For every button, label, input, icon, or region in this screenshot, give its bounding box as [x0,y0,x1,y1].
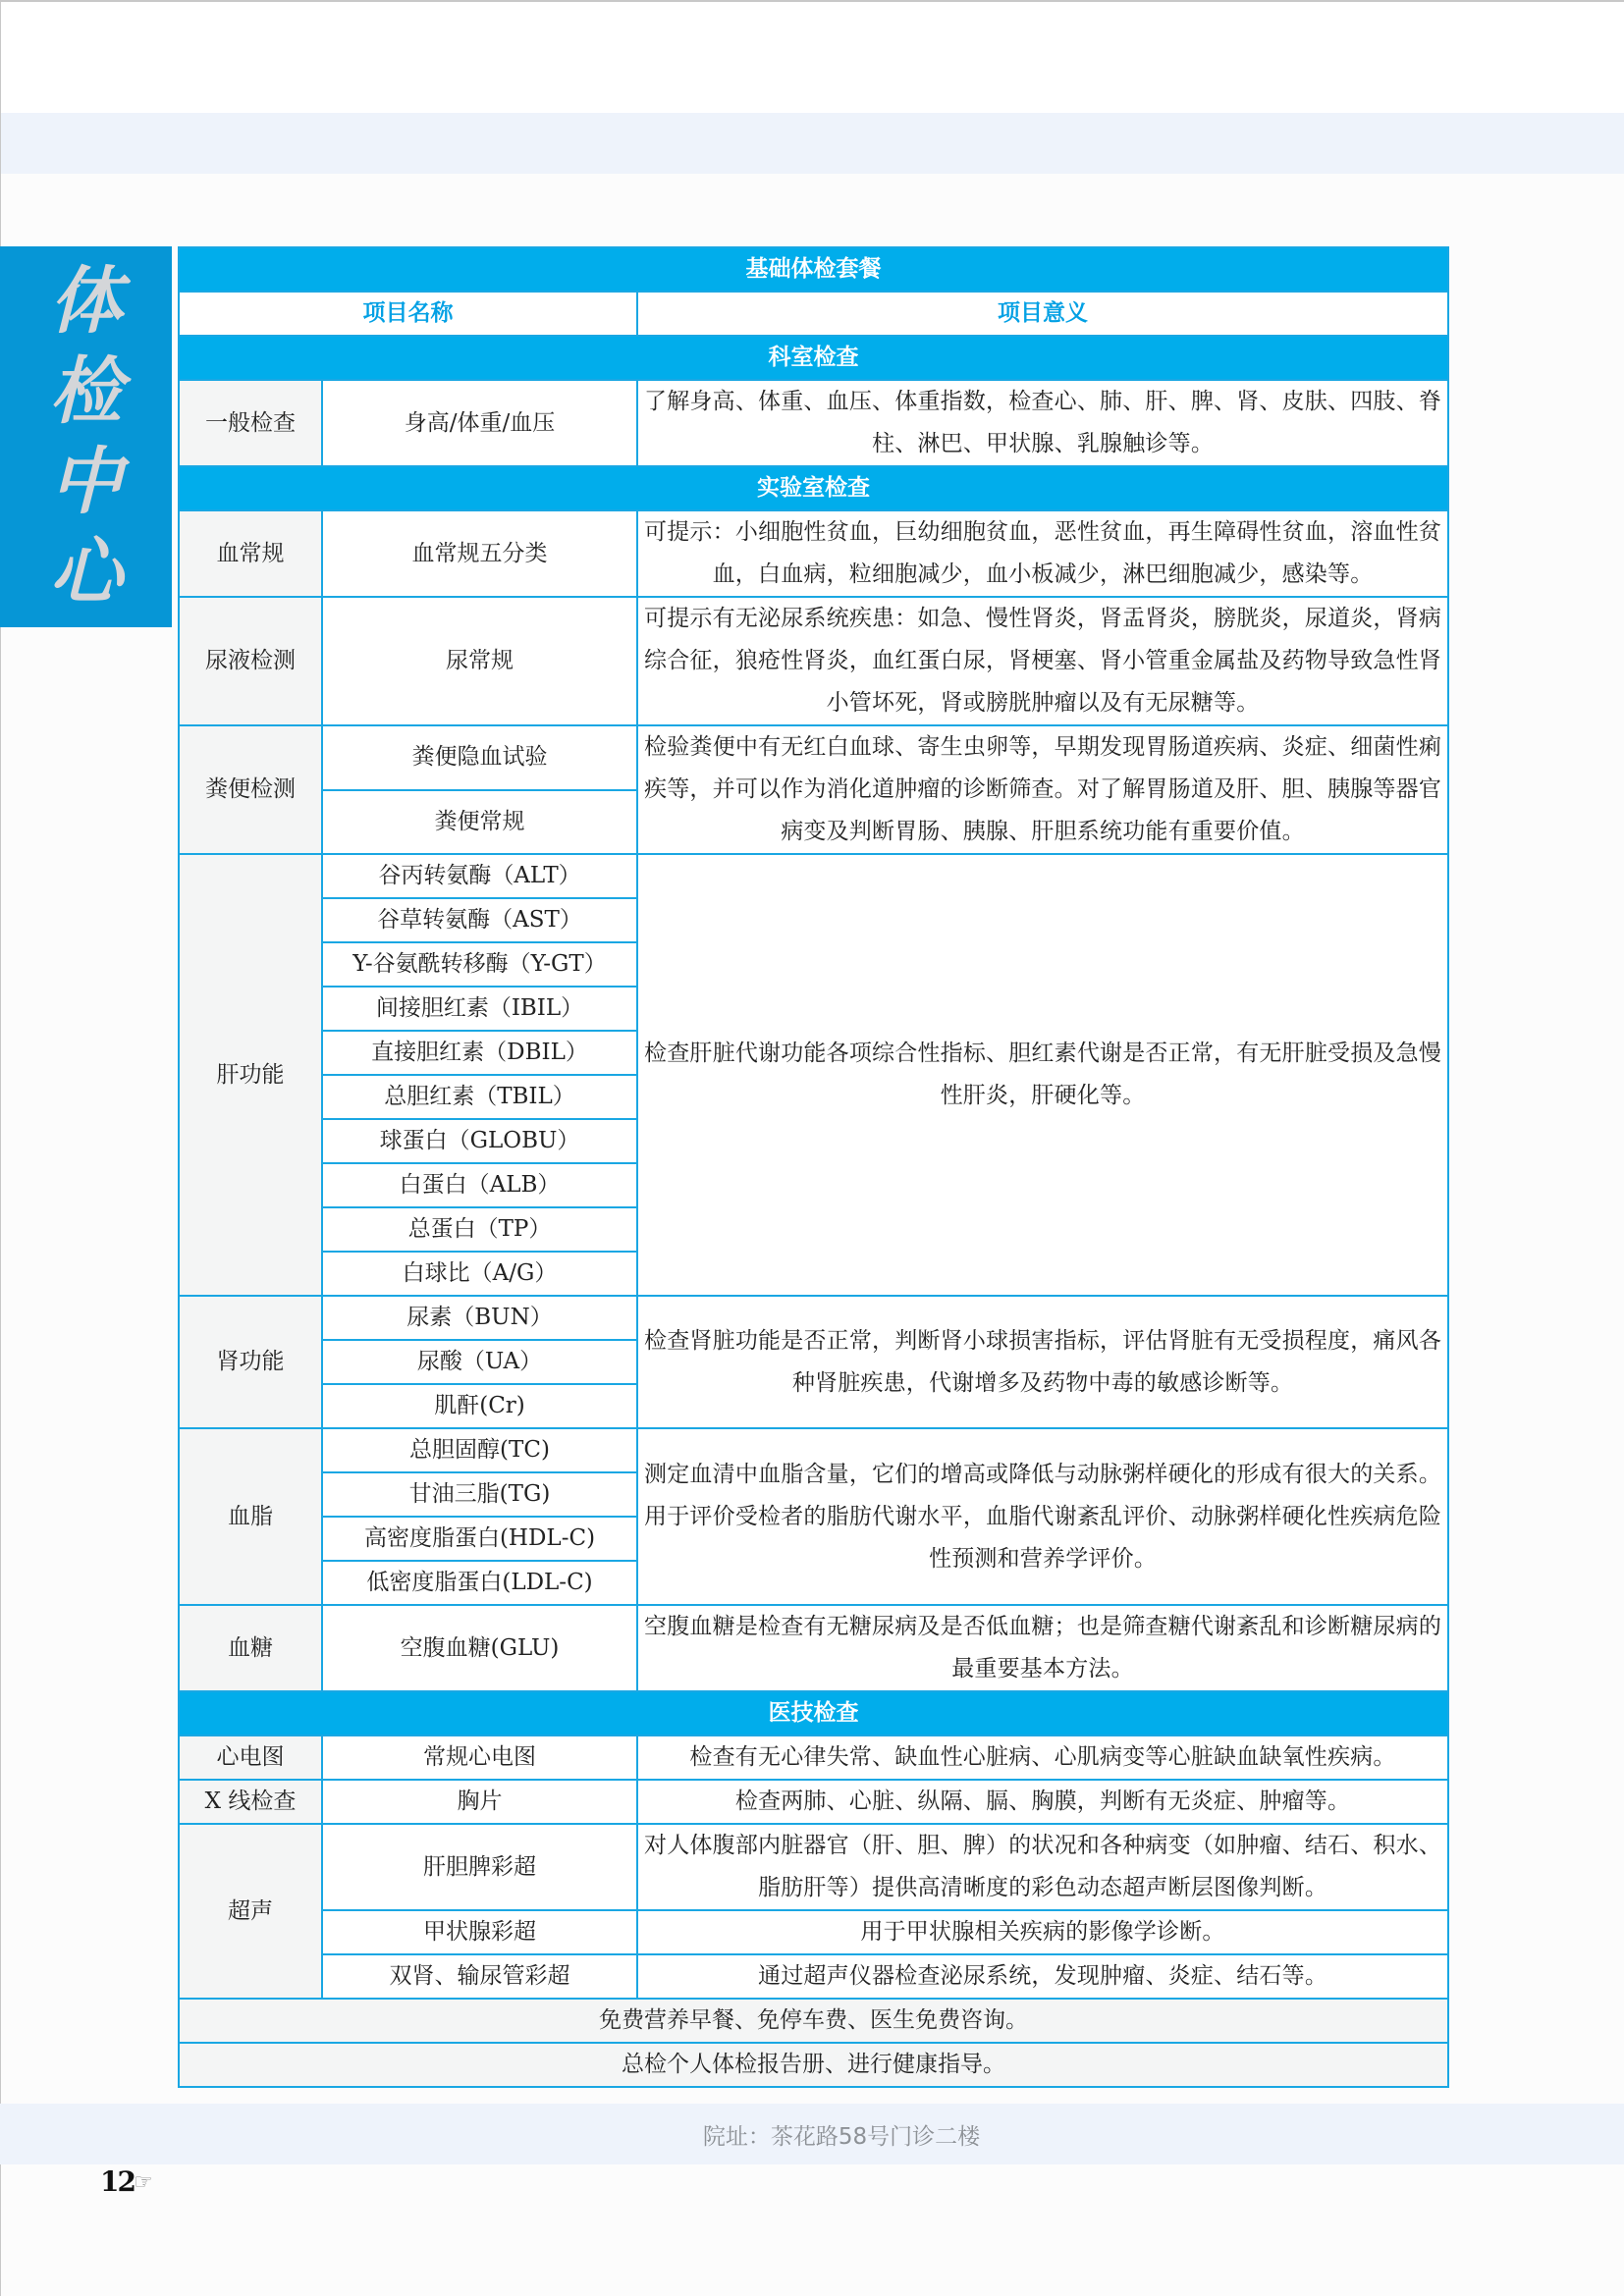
item-cell: 双肾、输尿管彩超 [322,1954,637,1999]
item-cell: 尿酸（UA） [322,1340,637,1384]
item-cell: 白球比（A/G） [322,1252,637,1296]
description-cell: 检验粪便中有无红白血球、寄生虫卵等，早期发现胃肠道疾病、炎症、细菌性痢疾等，并可以作为消化道肿瘤的诊断筛查。对了解胃肠道及肝、胆、胰腺等器官病变及判断胃肠、胰腺、肝胆系统功能有重要价值。 [637,725,1448,854]
side-tab-char: 检 [49,349,123,434]
item-cell: 空腹血糖(GLU) [322,1605,637,1691]
category-cell: X 线检查 [179,1780,322,1824]
section-row [179,336,1448,380]
table-row [179,1428,1448,1472]
item-cell: 总胆固醇(TC) [322,1428,637,1472]
header-band [0,113,1624,174]
section-row [179,1691,1448,1735]
table-row [179,380,1448,466]
header-item-meaning: 项目意义 [637,292,1448,336]
description-cell: 检查两肺、心脏、纵隔、膈、胸膜，判断有无炎症、肿瘤等。 [637,1780,1448,1824]
category-cell: 心电图 [179,1735,322,1780]
item-cell: 身高/体重/血压 [322,380,637,466]
benefit-row: 总检个人体检报告册、进行健康指导。 [179,2043,1448,2087]
item-cell: 间接胆红素（IBIL） [322,987,637,1031]
description-cell: 空腹血糖是检查有无糖尿病及是否低血糖；也是筛查糖代谢紊乱和诊断糖尿病的最重要基本方法。 [637,1605,1448,1691]
table-row [179,510,1448,597]
item-cell: 肌酐(Cr) [322,1384,637,1428]
category-cell: 血常规 [179,510,322,597]
item-cell: 谷草转氨酶（AST） [322,898,637,942]
table-row [179,725,1448,790]
description-cell: 通过超声仪器检查泌尿系统，发现肿瘤、炎症、结石等。 [637,1954,1448,1999]
table-row [179,854,1448,898]
description-cell: 测定血清中血脂含量，它们的增高或降低与动脉粥样硬化的形成有很大的关系。用于评价受检者的脂肪代谢水平，血脂代谢紊乱评价、动脉粥样硬化性疾病危险性预测和营养学评价。 [637,1428,1448,1605]
category-cell: 血糖 [179,1605,322,1691]
side-tab-char: 心 [49,530,123,614]
item-cell: 谷丙转氨酶（ALT） [322,854,637,898]
item-cell: 甲状腺彩超 [322,1910,637,1954]
item-cell: 尿素（BUN） [322,1296,637,1340]
table-header-row [179,292,1448,336]
category-cell: 肝功能 [179,854,322,1296]
category-cell: 一般检查 [179,380,322,466]
item-cell: 尿常规 [322,597,637,725]
side-tab-char: 体 [49,259,123,344]
table-row [179,1999,1448,2043]
item-cell: 粪便常规 [322,790,637,855]
item-cell: 直接胆红素（DBIL） [322,1031,637,1075]
page-top-area [1,2,1624,113]
page-top-border [0,0,1624,2]
item-cell: 肝胆脾彩超 [322,1824,637,1910]
category-cell: 尿液检测 [179,597,322,725]
category-cell: 血脂 [179,1428,322,1605]
table-row [179,1735,1448,1780]
description-cell: 检查肾脏功能是否正常，判断肾小球损害指标，评估肾脏有无受损程度，痛风各种肾脏疾患，代谢增多及药物中毒的敏感诊断等。 [637,1296,1448,1428]
section-title: 实验室检查 [179,466,1448,510]
item-cell: 血常规五分类 [322,510,637,597]
table-row [179,1910,1448,1954]
basic-checkup-package-table [178,246,1449,2088]
category-cell: 肾功能 [179,1296,322,1428]
benefit-row: 免费营养早餐、免停车费、医生免费咨询。 [179,1999,1448,2043]
category-cell: 粪便检测 [179,725,322,854]
section-title: 医技检查 [179,1691,1448,1735]
table-title-row [179,247,1448,292]
table-row [179,1824,1448,1910]
page-number: 12 [100,2165,135,2198]
item-cell: 常规心电图 [322,1735,637,1780]
table-row [179,1780,1448,1824]
footer-address: 院址：茶花路58号门诊二楼 [702,2123,981,2150]
table-row [179,2043,1448,2087]
item-cell: 低密度脂蛋白(LDL-C) [322,1561,637,1605]
description-cell: 检查有无心律失常、缺血性心脏病、心肌病变等心脏缺血缺氧性疾病。 [637,1735,1448,1780]
description-cell: 用于甲状腺相关疾病的影像学诊断。 [637,1910,1448,1954]
table-row [179,1296,1448,1340]
item-cell: 球蛋白（GLOBU） [322,1119,637,1163]
side-tab-char: 中 [49,440,123,524]
table-row [179,1605,1448,1691]
footer-address-bar [0,2104,1624,2164]
item-cell: 总胆红素（TBIL） [322,1075,637,1119]
description-cell: 对人体腹部内脏器官（肝、胆、脾）的状况和各种病变（如肿瘤、结石、积水、脂肪肝等）提供高清晰度的彩色动态超声断层图像判断。 [637,1824,1448,1910]
item-cell: 高密度脂蛋白(HDL-C) [322,1517,637,1561]
table-title: 基础体检套餐 [179,247,1448,292]
item-cell: 粪便隐血试验 [322,725,637,790]
description-cell: 可提示有无泌尿系统疾患：如急、慢性肾炎，肾盂肾炎，膀胱炎，尿道炎，肾病综合征，狼疮性肾炎，血红蛋白尿，肾梗塞、肾小管重金属盐及药物导致急性肾小管坏死，肾或膀胱肿瘤以及有无尿糖等。 [637,597,1448,725]
description-cell: 可提示：小细胞性贫血，巨幼细胞贫血，恶性贫血，再生障碍性贫血，溶血性贫血，白血病，粒细胞减少，血小板减少，淋巴细胞减少，感染等。 [637,510,1448,597]
item-cell: 胸片 [322,1780,637,1824]
item-cell: 甘油三脂(TG) [322,1472,637,1517]
description-cell: 了解身高、体重、血压、体重指数，检查心、肺、肝、脾、肾、皮肤、四肢、脊柱、淋巴、甲状腺、乳腺触诊等。 [637,380,1448,466]
header-item-name: 项目名称 [179,292,637,336]
table-row [179,1954,1448,1999]
item-cell: 总蛋白（TP） [322,1207,637,1252]
pointing-hand-icon: ☞ [134,2170,153,2195]
item-cell: 白蛋白（ALB） [322,1163,637,1207]
section-row [179,466,1448,510]
side-tab-physical-exam-center [0,246,172,627]
item-cell: Y-谷氨酰转移酶（Y-GT） [322,942,637,987]
category-cell: 超声 [179,1824,322,1999]
description-cell: 检查肝脏代谢功能各项综合性指标、胆红素代谢是否正常，有无肝脏受损及急慢性肝炎，肝硬化等。 [637,854,1448,1296]
table-row [179,597,1448,725]
section-title: 科室检查 [179,336,1448,380]
